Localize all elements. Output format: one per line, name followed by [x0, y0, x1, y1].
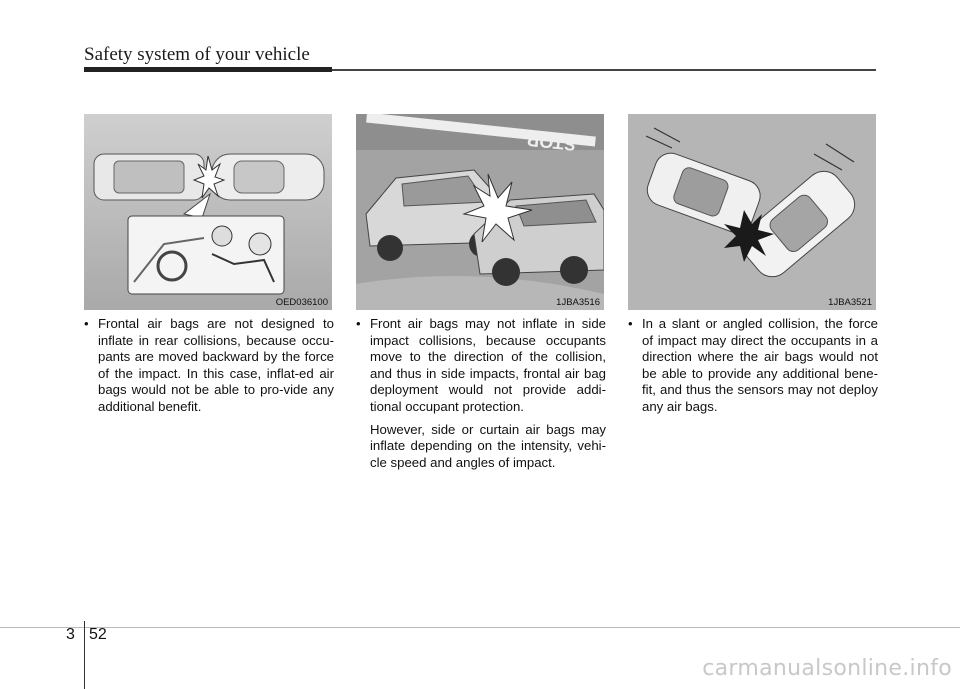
- side-impact-illustration-icon: [356, 114, 604, 310]
- column-3-text: [628, 316, 878, 416]
- header-rule-thin: [332, 69, 876, 71]
- bullet-item: [628, 316, 878, 416]
- angled-collision-illustration-icon: [628, 114, 876, 310]
- bullet-icon: •: [84, 316, 89, 331]
- column-2-text: [356, 316, 606, 471]
- figure-angled-collision: [628, 114, 876, 310]
- figure-rear-collision: [84, 114, 332, 310]
- rear-collision-illustration-icon: [84, 114, 332, 310]
- figure-code: 1JBA3521: [828, 297, 872, 308]
- bullet-icon: •: [356, 316, 361, 331]
- bullet-icon: •: [628, 316, 633, 331]
- page-number: 52: [89, 626, 107, 643]
- footer-divider: [84, 621, 85, 689]
- footer-rule: [0, 627, 960, 628]
- figure-code: 1JBA3516: [556, 297, 600, 308]
- chapter-number: 3: [66, 626, 75, 643]
- section-title: Safety system of your vehicle: [84, 44, 310, 65]
- bullet-text: Front air bags may not inflate in side impact collisions, because occupants move to the direction of the collision, and thus in side impacts, frontal air bag deployment would not provide addi-tional occupant protection.: [370, 316, 606, 414]
- bullet-text: In a slant or angled collision, the force of impact may direct the occupants in a direction where the air bags would not be able to provide any additional bene-fit, and thus the sensors may not deploy any air bags.: [642, 316, 878, 414]
- bullet-item: [84, 316, 334, 416]
- figure-side-impact: [356, 114, 604, 310]
- header-rule: [84, 67, 332, 72]
- bullet-item: [356, 316, 606, 416]
- bullet-text: Frontal air bags are not designed to inflate in rear collisions, because occu-pants are moved backward by the force of the impact. In this case, inflat-ed air bags would not be able to pro-vide any additional benefit.: [98, 316, 334, 414]
- paragraph: However, side or curtain air bags may inflate depending on the intensity, vehi-cle speed and angles of impact.: [370, 421, 606, 470]
- column-1-text: [84, 316, 334, 416]
- watermark: carmanualsonline.info: [702, 656, 952, 681]
- road-stop-text: STOP: [526, 129, 577, 155]
- figure-code: OED036100: [275, 297, 328, 308]
